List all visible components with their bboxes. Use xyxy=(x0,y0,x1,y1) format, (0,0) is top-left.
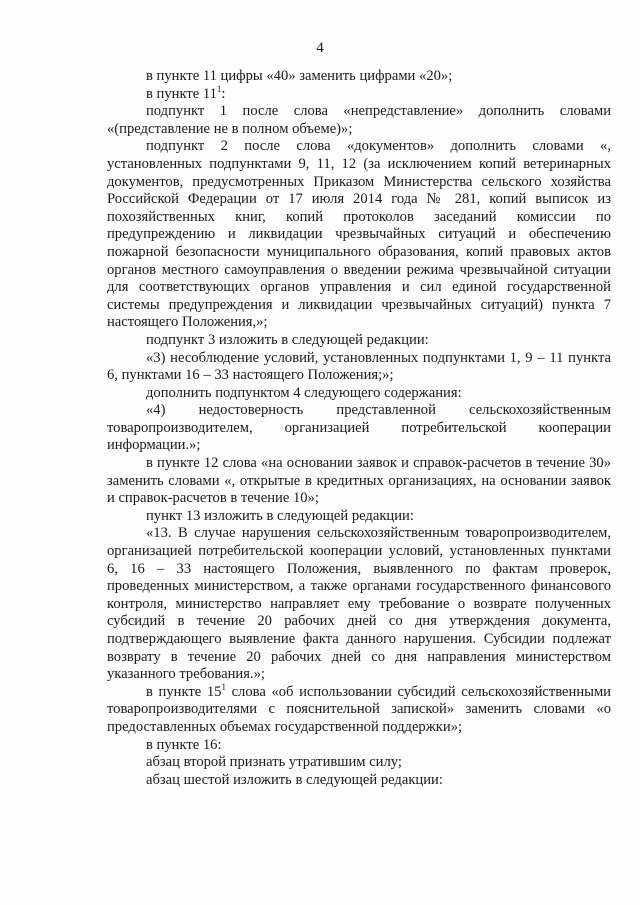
page-number: 4 xyxy=(316,40,324,56)
paragraph-subitem-3-intro: подпункт 3 изложить в следующей редакции: xyxy=(146,331,429,348)
paragraph-subitem-4-intro: дополнить подпунктом 4 следующего содержания: xyxy=(146,384,462,401)
paragraph-item-15-1-text: в пункте 15 xyxy=(146,683,222,700)
paragraph-item-11: в пункте 11 цифры «40» заменить цифрами «20»; xyxy=(146,68,453,84)
paragraph-item-13-intro: пункт 13 изложить в следующей редакции: xyxy=(146,507,414,524)
paragraph-subitem-2: подпункт 2 после слова «документов» дополнить словами «, установленных подпунктами 9, 11, 12 (за исключением копий ветеринарных документов, предусмотренных Приказом Министерства сельского хозяйства Российской Федерации от 17 июля 2014 года № 281, копий выписок из похозяйственных книг, копий протоколов заседаний комиссии по предупреждению и ликвидации чрезвычайных ситуаций и обеспечению пожарной безопасности муниципального образования, копий правовых актов органов местного самоуправления о введении режима чрезвычайной ситуации для соответствующих органов управления и сил единой государственной системы предупреждения и ликвидации чрезвычайных ситуаций) пункта 7 настоящего Положения,»; xyxy=(107,138,611,331)
paragraph-item-13-text: «13. В случае нарушения сельскохозяйственным товаропроизводителем, организацией потребительской кооперации условий, установленных пунктами 6, 16 – 33 настоящего Положения, выявленного по фактам проверок, проведенных министерством, а также органами государственного финансового контроля, министерство направляет ему требование о возврате полученных субсидий в течение 20 рабочих дней со дня утверждения документа, подтверждающего выявление факта данного нарушения. Субсидии подлежат возврату в течение 20 рабочих дней со дня направления министерством указанного требования.»; xyxy=(107,525,611,683)
paragraph-item-16-abzac-2: абзац второй признать утратившим силу; xyxy=(146,754,402,771)
paragraph-item-16: в пункте 16: xyxy=(146,736,222,753)
document-body xyxy=(107,68,611,789)
paragraph-item-11-1-text: в пункте 11 xyxy=(146,85,217,102)
superscript-index: 1 xyxy=(221,681,226,692)
paragraph-subitem-1: подпункт 1 после слова «непредставление» дополнить словами «(представление не в полном объеме)»; xyxy=(107,103,611,137)
paragraph-subitem-3-text: «3) несоблюдение условий, установленных подпунктами 1, 9 – 11 пункта 6, пунктами 16 – 33 настоящего Положения;»; xyxy=(107,349,611,384)
paragraph-item-12: в пункте 12 слова «на основании заявок и справок-расчетов в течение 30» заменить словами «, открытые в кредитных организациях, на основании заявок и справок-расчетов в течение 10»; xyxy=(107,455,611,507)
paragraph-item-15-1 xyxy=(107,681,611,737)
paragraph-subitem-4-text: «4) недостоверность представленной сельскохозяйственным товаропроизводителем, организацией потребительской кооперации информации.»; xyxy=(107,402,611,454)
superscript-index: 1 xyxy=(216,83,222,94)
paragraph-item-11-1-tail: : xyxy=(221,85,226,102)
paragraph-item-16-abzac-6: абзац шестой изложить в следующей редакции: xyxy=(146,771,443,788)
paragraph-item-11-1 xyxy=(107,83,611,104)
paragraph-item-15-1-tail: слова «об использовании субсидий сельскохозяйственными товаропроизводителями с пояснительной запиской» заменить словами «о предоставленных объемах государственной поддержки»; xyxy=(107,683,611,735)
